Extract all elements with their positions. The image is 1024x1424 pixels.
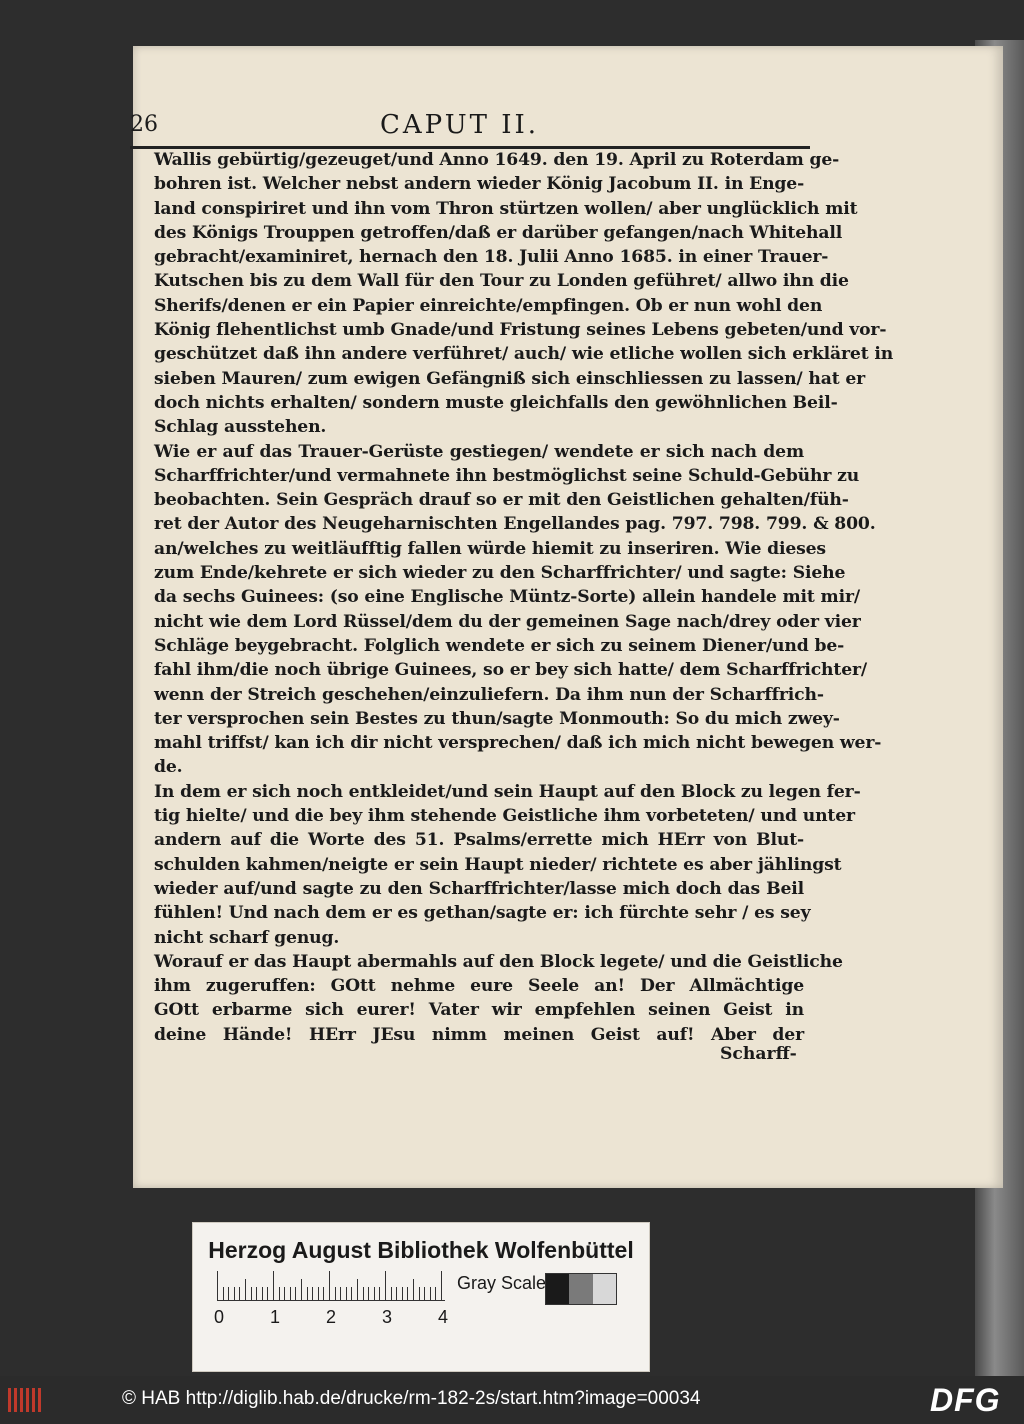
text-line: andern auf die Worte des 51. Psalms/errette mich HErr von Blut- (154, 830, 804, 851)
text-line: de. (154, 757, 183, 778)
text-line: tig hielte/ und die bey ihm stehende Geistliche ihm vorbeteten/ und unter (154, 806, 855, 827)
ruler-tick (368, 1287, 369, 1301)
text-line: an/welches zu weitläufftig fallen würde hiemit zu inseriren. Wie dieses (154, 538, 826, 559)
text-line: land conspiriret und ihn vom Thron stürtzen wollen/ aber unglücklich mit (154, 198, 858, 219)
ruler (217, 1271, 445, 1301)
ruler-tick (267, 1287, 268, 1301)
dfg-logo: DFG (930, 1382, 1001, 1418)
ruler-tick (351, 1287, 352, 1301)
text-line: bohren ist. Welcher nebst andern wieder König Jacobum II. in Enge- (154, 174, 805, 195)
ruler-tick (307, 1287, 308, 1301)
text-line: Scharffrichter/und vermahnete ihn bestmöglichst seine Schuld-Gebühr zu (154, 465, 860, 486)
gray-swatch (593, 1274, 616, 1304)
text-line: Schlag ausstehen. (154, 417, 327, 438)
library-name: Herzog August Bibliothek Wolfenbüttel (208, 1237, 634, 1263)
ruler-tick (256, 1287, 257, 1301)
ruler-tick (435, 1287, 436, 1301)
ruler-tick (245, 1279, 246, 1301)
ruler-tick (239, 1287, 240, 1301)
ruler-tick (318, 1287, 319, 1301)
ruler-tick (346, 1287, 347, 1301)
ruler-tick (419, 1287, 420, 1301)
gray-scale-swatches (545, 1273, 617, 1305)
text-line: schulden kahmen/neigte er sein Haupt nieder/ richtete es aber jählingst (154, 854, 842, 875)
text-line: In dem er sich noch entkleidet/und sein Haupt auf den Block zu legen fer- (154, 781, 861, 802)
page-header (130, 112, 810, 149)
ruler-tick (290, 1287, 291, 1301)
ruler-number: 0 (214, 1307, 225, 1327)
ruler-tick (228, 1287, 229, 1301)
copyright-url-link[interactable]: © HAB http://diglib.hab.de/drucke/rm-182-2s/start.htm?image=00034 (122, 1388, 701, 1409)
text-line: sieben Mauren/ zum ewigen Gefängniß sich einschliessen zu lassen/ hat er (154, 368, 866, 389)
ruler-tick (279, 1287, 280, 1301)
ruler-number: 4 (438, 1307, 449, 1327)
gray-swatch (546, 1274, 569, 1304)
ruler-tick (295, 1287, 296, 1301)
page-number: 26 (130, 112, 158, 137)
text-line: zum Ende/kehrete er sich wieder zu den Scharffrichter/ und sagte: Siehe (154, 563, 846, 584)
text-line: Sherifs/denen er ein Papier einreichte/empfingen. Ob er nun wohl den (154, 295, 823, 316)
ruler-tick (217, 1271, 218, 1301)
gray-swatch (569, 1274, 592, 1304)
ruler-tick (223, 1287, 224, 1301)
running-head: CAPUT II. (380, 110, 540, 140)
ruler-tick (323, 1287, 324, 1301)
text-line: nicht scharf genug. (154, 927, 340, 948)
library-label-card (192, 1222, 650, 1372)
ruler-tick (407, 1287, 408, 1301)
ruler-tick (374, 1287, 375, 1301)
text-line: gebracht/examiniret, hernach den 18. Julii Anno 1685. in einer Trauer- (154, 247, 829, 268)
ruler-number: 3 (382, 1307, 393, 1327)
text-line: beobachten. Sein Gespräch drauf so er mit den Geistlichen gehalten/füh- (154, 490, 849, 511)
ruler-tick (402, 1287, 403, 1301)
ruler-tick (335, 1287, 336, 1301)
ruler-tick (329, 1271, 330, 1301)
ruler-tick (424, 1287, 425, 1301)
ruler-tick (251, 1287, 252, 1301)
ruler-tick (385, 1271, 386, 1301)
text-line: wieder auf/und sagte zu den Scharffrichter/lasse mich doch das Beil (154, 878, 804, 899)
text-line: deine Hände! HErr JEsu nimm meinen Geist auf! Aber der (154, 1024, 804, 1045)
text-line: fahl ihm/die noch übrige Guinees, so er bey sich hatte/ dem Scharffrichter/ (154, 660, 868, 681)
text-line: ihm zugeruffen: GOtt nehme eure Seele an! Der Allmächtige (154, 976, 804, 997)
ruler-tick (284, 1287, 285, 1301)
text-line: Schläge beygebracht. Folglich wendete er sich zu seinem Diener/und be- (154, 635, 845, 656)
text-line: des Königs Trouppen getroffen/daß er darüber gefangen/nach Whitehall (154, 222, 843, 243)
ruler-tick (430, 1287, 431, 1301)
ruler-tick (312, 1287, 313, 1301)
ruler-tick (234, 1287, 235, 1301)
hab-logo-icon (8, 1388, 42, 1412)
text-line: Wallis gebürtig/gezeuget/und Anno 1649. den 19. April zu Roterdam ge- (154, 150, 840, 170)
text-line: mahl triffst/ kan ich dir nicht versprechen/ daß ich mich nicht bewegen wer- (154, 733, 882, 754)
ruler-tick (357, 1279, 358, 1301)
text-line: da sechs Guinees: (so eine Englische Müntz-Sorte) allein handele mit mir/ (154, 587, 860, 608)
ruler-tick (413, 1279, 414, 1301)
ruler-tick (379, 1287, 380, 1301)
text-line: wenn der Streich geschehen/einzuliefern. Da ihm nun der Scharffrich- (154, 684, 824, 705)
text-line: Kutschen bis zu dem Wall für den Tour zu Londen geführet/ allwo ihn die (154, 271, 849, 292)
text-line: fühlen! Und nach dem er es gethan/sagte er: ich fürchte sehr / es sey (154, 903, 811, 924)
ruler-tick (391, 1287, 392, 1301)
text-line: ret der Autor des Neugeharnischten Engellandes pag. 797. 798. 799. & 800. (154, 514, 876, 535)
ruler-tick (363, 1287, 364, 1301)
ruler-tick (262, 1287, 263, 1301)
ruler-number: 1 (270, 1307, 281, 1327)
ruler-number: 2 (326, 1307, 337, 1327)
ruler-tick (340, 1287, 341, 1301)
text-line: Worauf er das Haupt abermahls auf den Block legete/ und die Geistliche (154, 951, 843, 972)
text-line: doch nichts erhalten/ sondern muste gleichfalls den gewöhnlichen Beil- (154, 392, 838, 413)
text-line: GOtt erbarme sich eurer! Vater wir empfehlen seinen Geist in (154, 1000, 804, 1021)
ruler-tick (396, 1287, 397, 1301)
text-line: ter versprochen sein Bestes zu thun/sagte Monmouth: So du mich zwey- (154, 708, 840, 729)
text-line: nicht wie dem Lord Rüssel/dem du der gemeinen Sage nach/drey oder vier (154, 611, 861, 632)
catchword: Scharff- (720, 1044, 797, 1064)
text-line: geschützet daß ihn andere verführet/ auch/ wie etliche wollen sich erkläret in (154, 344, 894, 365)
ruler-tick (301, 1279, 302, 1301)
text-line: Wie er auf das Trauer-Gerüste gestiegen/ wendete er sich nach dem (154, 441, 804, 462)
text-line: König flehentlichst umb Gnade/und Fristung seines Lebens gebeten/und vor- (154, 320, 887, 341)
ruler-tick (273, 1271, 274, 1301)
ruler-tick (441, 1271, 442, 1301)
page-text (154, 148, 894, 1047)
footer-bar (0, 1376, 1024, 1424)
gray-scale-label: Gray Scale (457, 1273, 547, 1293)
